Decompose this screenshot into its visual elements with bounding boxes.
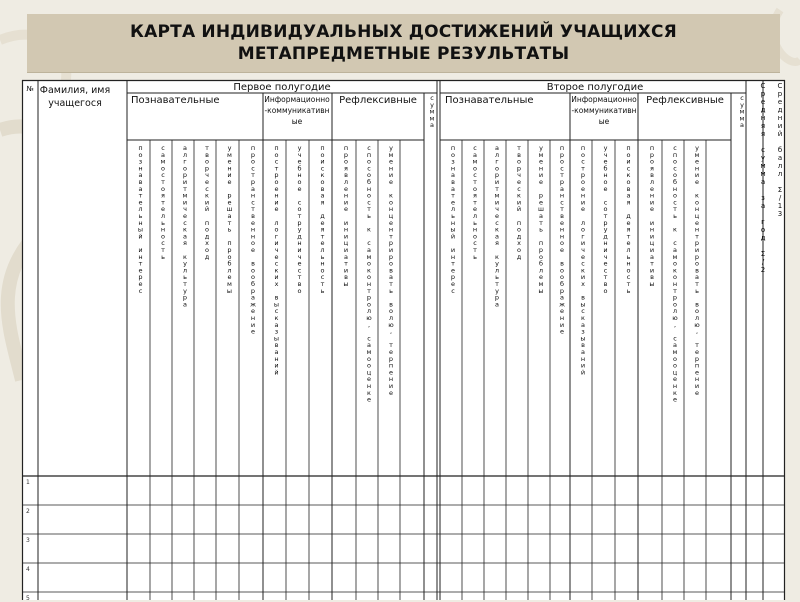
cognitive-group-header-1: Познавательные	[131, 95, 220, 106]
title-line-2: МЕТАПРЕДМЕТНЫЕ РЕЗУЛЬТАТЫ	[237, 44, 570, 64]
criterion-label: поисковая деятельность	[624, 144, 633, 294]
criterion-label: способность к самоконтролю, самооценке	[671, 144, 679, 403]
criterion-label: построение логических высказываний	[272, 144, 281, 376]
num-header: №	[26, 85, 34, 93]
criterion-label: учебное сотрудничество	[295, 144, 304, 294]
title-banner	[27, 14, 780, 72]
criterion-label: проявление инициативы	[648, 144, 656, 287]
ict-group-header-2: Информационно-коммуникативные	[571, 95, 637, 126]
criterion-label: алгоритмическая культура	[181, 144, 189, 308]
criterion-label: поисковая деятельность	[318, 144, 327, 294]
criterion-label: пространственное воображение	[558, 144, 566, 335]
criterion-label: творческий подход	[203, 144, 211, 260]
criterion-label: способность к самоконтролю, самооценке	[365, 144, 373, 403]
criterion-label: проявление инициативы	[342, 144, 350, 287]
criterion-label: познавательный интерес	[449, 144, 457, 294]
name-header: Фамилия, имя учащегося	[39, 85, 111, 109]
ict-group-header-1: Информационно-коммуникативные	[264, 95, 330, 126]
criterion-label: самостоятельность	[471, 144, 479, 260]
achievement-table	[22, 80, 785, 600]
cognitive-group-header-2: Познавательные	[445, 95, 534, 106]
row-number: 2	[26, 508, 30, 515]
criterion-label: познавательный интерес	[136, 144, 145, 294]
avg-sum-header: Средняя сумма за год Σ/2	[759, 82, 767, 274]
criterion-label: умение решать проблемы	[537, 144, 545, 294]
criterion-label: умение решать проблемы	[225, 144, 234, 294]
sum-header-2: сумма	[738, 94, 746, 129]
criterion-label: самостоятельность	[159, 144, 167, 260]
row-number: 3	[26, 537, 30, 544]
row-number: 1	[26, 479, 30, 486]
criterion-label: учебное сотрудничество	[601, 144, 610, 294]
criterion-label: умение концентрировать волю, терпение	[693, 144, 701, 396]
criterion-label: умение концентрировать волю, терпение	[387, 144, 395, 396]
criterion-label: пространственное воображение	[249, 144, 257, 335]
reflexive-group-header-1: Рефлексивные	[339, 95, 417, 106]
first-half-header: Первое полугодие	[233, 82, 331, 93]
criterion-label: алгоритмическая культура	[493, 144, 501, 308]
avg-score-header: Средний балл Σ/13	[776, 82, 784, 218]
reflexive-group-header-2: Рефлексивные	[646, 95, 724, 106]
criterion-label: творческий подход	[515, 144, 523, 260]
row-number: 5	[26, 595, 30, 602]
sum-header-1: сумма	[428, 94, 436, 129]
second-half-header: Второе полугодие	[546, 82, 644, 93]
row-number: 4	[26, 566, 30, 573]
title-line-1: КАРТА ИНДИВИДУАЛЬНЫХ ДОСТИЖЕНИЙ УЧАЩИХСЯ	[130, 22, 677, 42]
criterion-label: построение логических высказываний	[579, 144, 587, 376]
